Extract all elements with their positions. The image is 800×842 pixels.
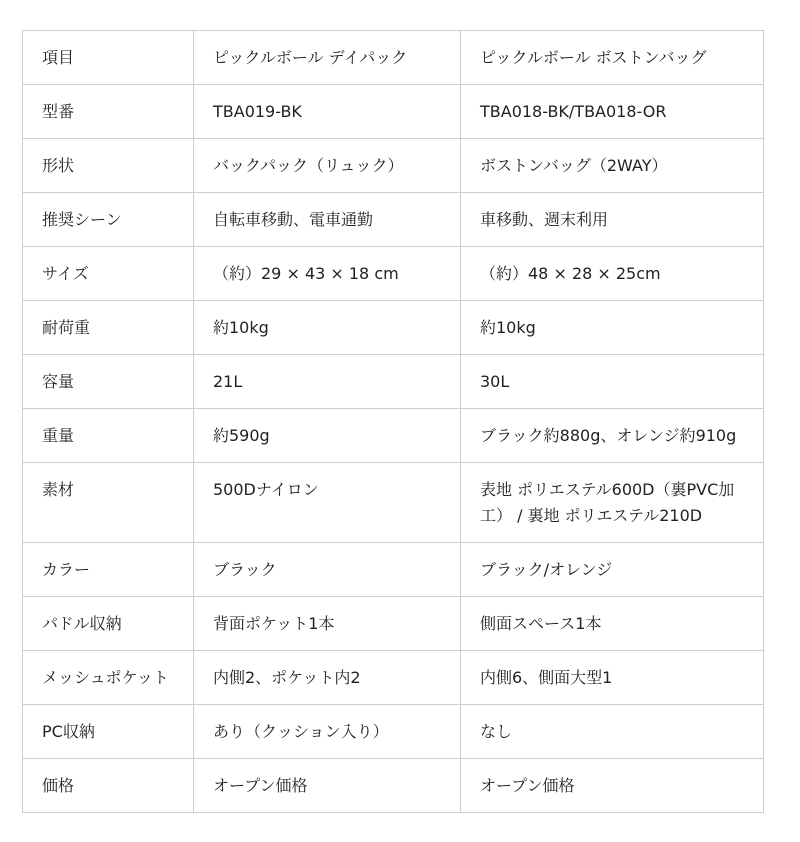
- spec-value-daypack: バックパック（リュック）: [194, 139, 461, 193]
- spec-value-daypack: 約590g: [194, 409, 461, 463]
- spec-row-label: 容量: [23, 355, 194, 409]
- spec-value-boston: 約10kg: [461, 301, 764, 355]
- table-row-load-capacity: [23, 301, 764, 355]
- spec-value-daypack: あり（クッション入り）: [194, 705, 461, 759]
- spec-value-daypack: TBA019-BK: [194, 85, 461, 139]
- table-row-color: [23, 543, 764, 597]
- table-row-mesh-pocket: [23, 651, 764, 705]
- spec-value-boston: 30L: [461, 355, 764, 409]
- col-header-boston-bag: ピックルボール ボストンバッグ: [461, 31, 764, 85]
- spec-value-boston: オープン価格: [461, 759, 764, 813]
- spec-value-boston: ボストンバッグ（2WAY）: [461, 139, 764, 193]
- spec-row-label: パドル収納: [23, 597, 194, 651]
- spec-value-daypack: 約10kg: [194, 301, 461, 355]
- spec-value-boston: なし: [461, 705, 764, 759]
- table-row-weight: [23, 409, 764, 463]
- spec-value-daypack: 内側2、ポケット内2: [194, 651, 461, 705]
- spec-row-label: メッシュポケット: [23, 651, 194, 705]
- spec-row-label: 型番: [23, 85, 194, 139]
- spec-value-daypack: （約）29 × 43 × 18 cm: [194, 247, 461, 301]
- spec-value-daypack: 自転車移動、電車通勤: [194, 193, 461, 247]
- table-row-recommended-scene: [23, 193, 764, 247]
- table-row-price: [23, 759, 764, 813]
- spec-value-boston: 側面スペース1本: [461, 597, 764, 651]
- col-header-item: 項目: [23, 31, 194, 85]
- spec-row-label: 耐荷重: [23, 301, 194, 355]
- spec-value-boston: TBA018-BK/TBA018-OR: [461, 85, 764, 139]
- spec-value-boston: 表地 ポリエステル600D（裏PVC加工） / 裏地 ポリエステル210D: [461, 463, 764, 543]
- spec-value-daypack: 500Dナイロン: [194, 463, 461, 543]
- table-row-volume: [23, 355, 764, 409]
- spec-row-label: 推奨シーン: [23, 193, 194, 247]
- spec-row-label: 価格: [23, 759, 194, 813]
- table-row-paddle-storage: [23, 597, 764, 651]
- table-row-shape: [23, 139, 764, 193]
- spec-value-boston: 車移動、週末利用: [461, 193, 764, 247]
- spec-row-label: サイズ: [23, 247, 194, 301]
- spec-value-boston: 内側6、側面大型1: [461, 651, 764, 705]
- spec-row-label: 素材: [23, 463, 194, 543]
- spec-row-label: カラー: [23, 543, 194, 597]
- table-row-pc-storage: [23, 705, 764, 759]
- comparison-table: [22, 30, 764, 813]
- col-header-daypack: ピックルボール デイパック: [194, 31, 461, 85]
- table-row-size: [23, 247, 764, 301]
- spec-value-boston: ブラック/オレンジ: [461, 543, 764, 597]
- spec-value-boston: （約）48 × 28 × 25cm: [461, 247, 764, 301]
- spec-comparison-section: [22, 30, 764, 813]
- table-row-material: [23, 463, 764, 543]
- spec-value-daypack: オープン価格: [194, 759, 461, 813]
- spec-value-daypack: ブラック: [194, 543, 461, 597]
- table-header-row: [23, 31, 764, 85]
- spec-row-label: 重量: [23, 409, 194, 463]
- spec-row-label: 形状: [23, 139, 194, 193]
- spec-value-daypack: 21L: [194, 355, 461, 409]
- spec-value-daypack: 背面ポケット1本: [194, 597, 461, 651]
- table-row-model-number: [23, 85, 764, 139]
- spec-row-label: PC収納: [23, 705, 194, 759]
- spec-value-boston: ブラック約880g、オレンジ約910g: [461, 409, 764, 463]
